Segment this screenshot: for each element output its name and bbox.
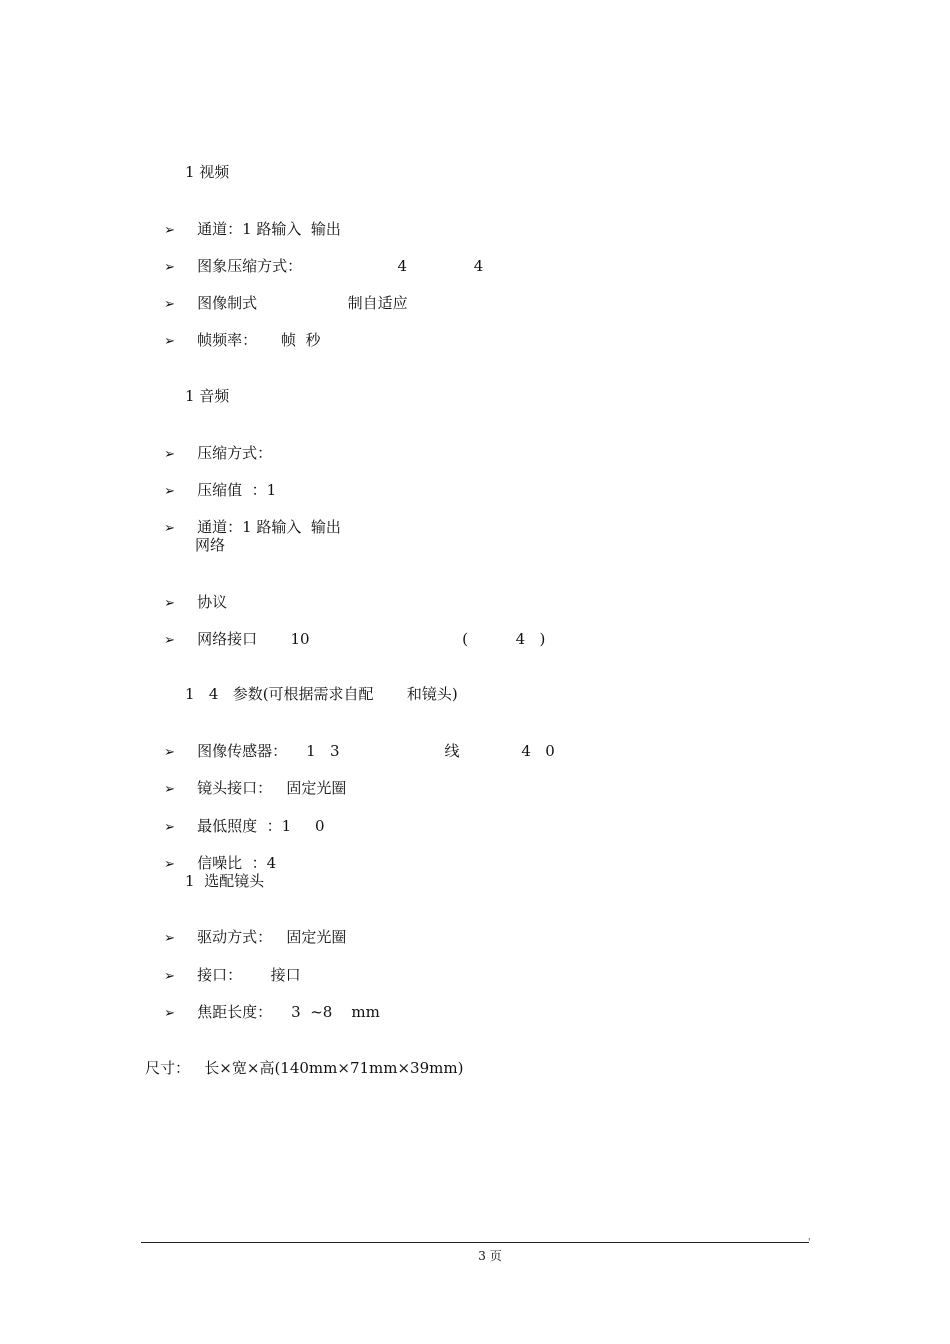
arrow-bullet-icon: ➢	[164, 297, 175, 312]
lens-section-title: 1 选配镜头	[185, 872, 265, 890]
list-item-text: 图象压缩方式： 4 4	[197, 257, 484, 275]
arrow-bullet-icon: ➢	[164, 260, 175, 275]
list-item	[145, 982, 380, 1021]
list-item-text: 压缩值 ：1	[197, 481, 277, 499]
list-item-text: 信噪比 ：4	[197, 854, 277, 872]
arrow-bullet-icon: ➢	[164, 484, 175, 499]
list-item-text: 压缩方式：	[197, 444, 273, 462]
list-item	[145, 945, 301, 984]
list-item-text: 网络接口 10 ( 4 )	[197, 630, 546, 648]
list-item-text: 驱动方式： 固定光圈	[197, 928, 347, 946]
list-item	[145, 721, 555, 760]
arrow-bullet-icon: ➢	[164, 931, 175, 946]
arrow-bullet-icon: ➢	[164, 447, 175, 462]
video-section-title: 1 视频	[185, 163, 230, 181]
list-item-text: 协议	[197, 593, 228, 611]
list-item	[145, 273, 408, 312]
dimensions-text: 尺寸： 长×宽×高(140mm×71mm×39mm)	[145, 1059, 464, 1077]
list-item	[145, 423, 273, 462]
list-item	[145, 907, 347, 946]
network-section-title: 网络	[195, 536, 226, 554]
arrow-bullet-icon: ➢	[164, 745, 175, 760]
list-item-text: 最低照度 ：1 0	[197, 817, 325, 835]
arrow-bullet-icon: ➢	[164, 334, 175, 349]
arrow-bullet-icon: ➢	[164, 820, 175, 835]
footer-divider	[141, 1242, 809, 1243]
list-item	[145, 833, 277, 872]
list-item	[145, 572, 228, 611]
list-item-text: 焦距长度： 3 ~8 mm	[197, 1003, 380, 1021]
audio-section-title: 1 音频	[185, 387, 230, 405]
list-item	[145, 497, 341, 536]
footer-tick-mark: '	[808, 1238, 811, 1248]
arrow-bullet-icon: ➢	[164, 969, 175, 984]
arrow-bullet-icon: ➢	[164, 596, 175, 611]
arrow-bullet-icon: ➢	[164, 782, 175, 797]
list-item	[145, 460, 277, 499]
list-item-text: 帧频率： 帧 秒	[197, 331, 321, 349]
list-item-text: 通道：1 路输入 输出	[197, 220, 341, 238]
arrow-bullet-icon: ➢	[164, 633, 175, 648]
arrow-bullet-icon: ➢	[164, 223, 175, 238]
list-item-text: 镜头接口： 固定光圈	[197, 779, 347, 797]
list-item-text: 图像传感器： 1 3 线 4 0	[197, 742, 555, 760]
arrow-bullet-icon: ➢	[164, 521, 175, 536]
params-section-title: 1 4 参数(可根据需求自配 和镜头)	[185, 685, 458, 703]
list-item-text: 接口： 接口	[197, 966, 301, 984]
list-item	[145, 609, 546, 648]
arrow-bullet-icon: ➢	[164, 857, 175, 872]
list-item	[145, 199, 341, 238]
list-item	[145, 310, 321, 349]
list-item	[145, 758, 347, 797]
list-item	[145, 796, 325, 835]
list-item	[145, 236, 484, 275]
list-item-text: 通道：1 路输入 输出	[197, 518, 341, 536]
page-number: 3 页	[478, 1249, 502, 1263]
arrow-bullet-icon: ➢	[164, 1006, 175, 1021]
list-item-text: 图像制式 制自适应	[197, 294, 408, 312]
